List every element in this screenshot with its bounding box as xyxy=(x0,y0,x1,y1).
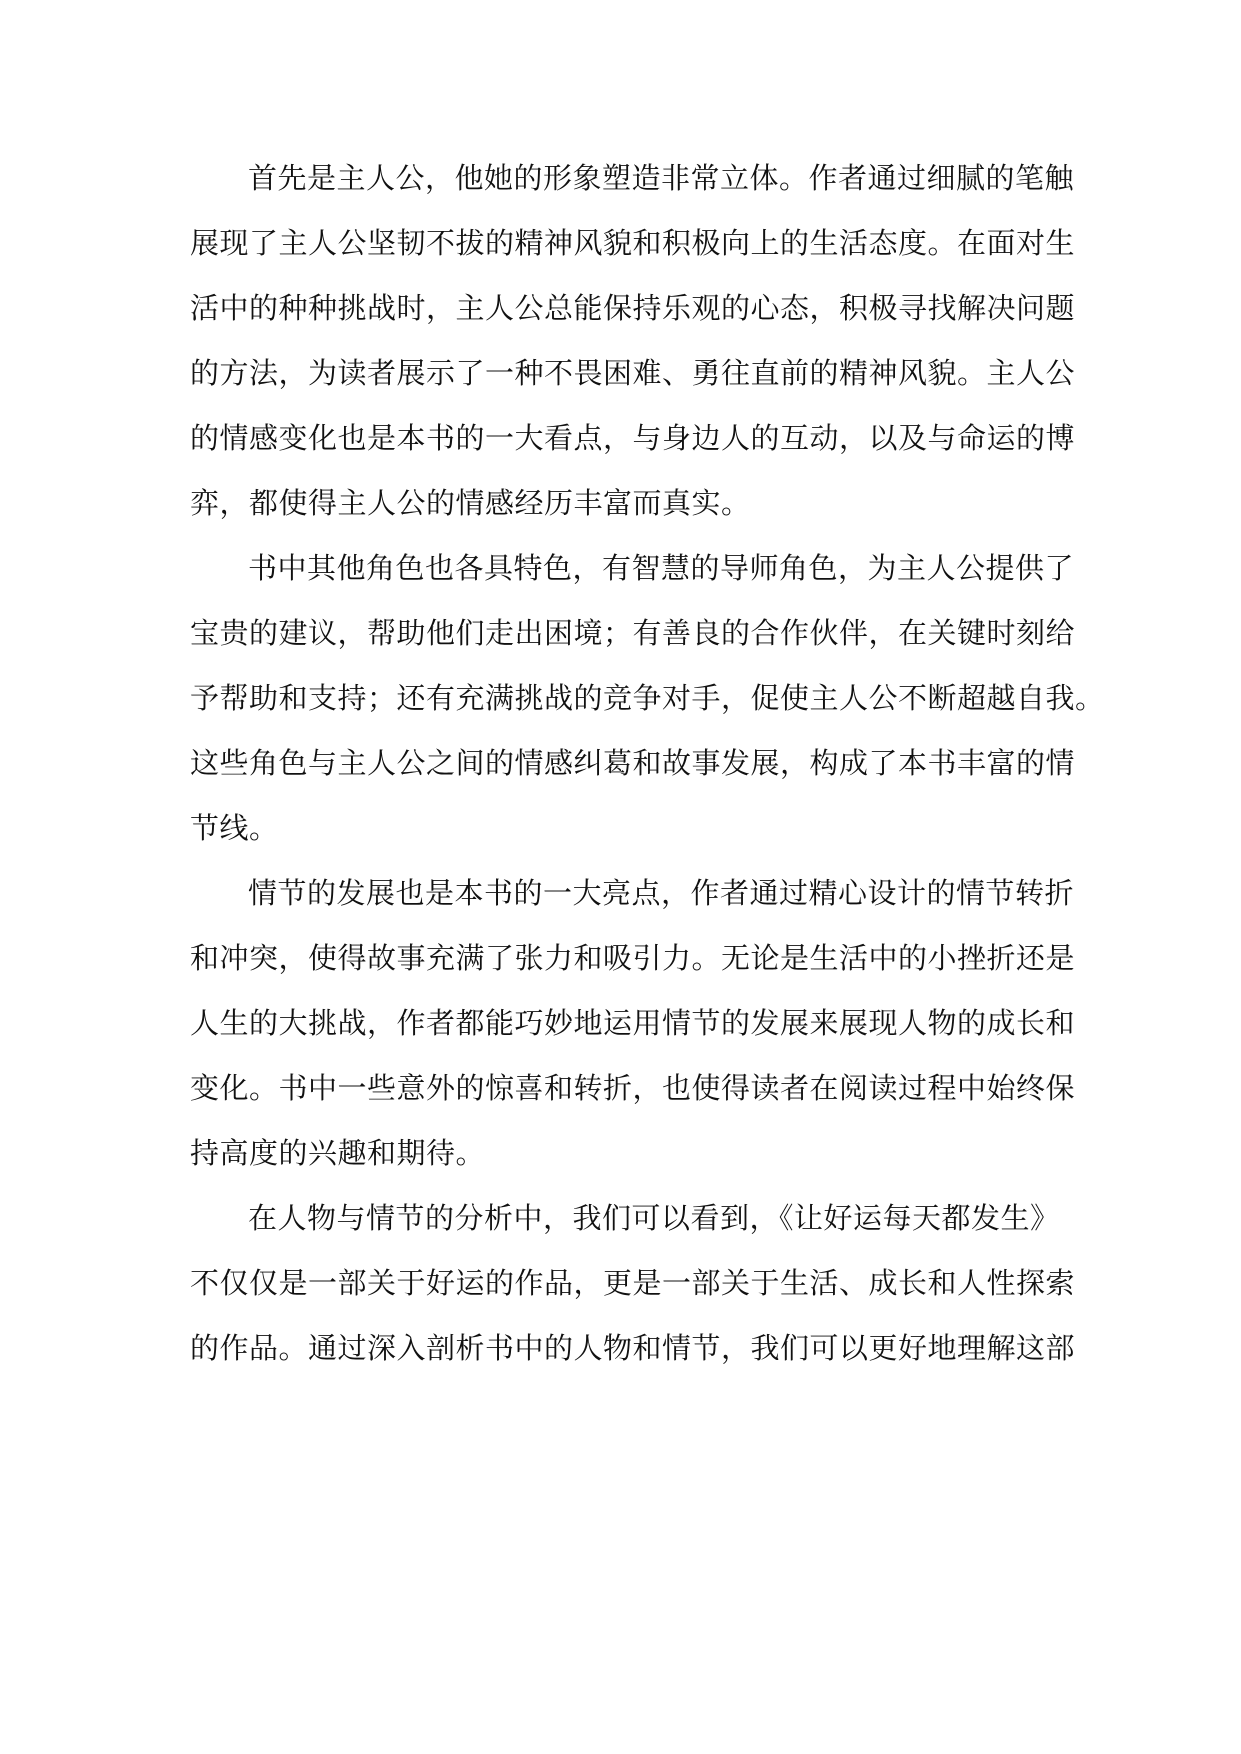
text-line: 展现了主人公坚韧不拔的精神风貌和积极向上的生活态度。在面对生 xyxy=(190,226,1076,260)
text-line: 持高度的兴趣和期待。 xyxy=(190,1136,486,1170)
text-line: 情节的发展也是本书的一大亮点，作者通过精心设计的情节转折 xyxy=(248,876,1075,910)
text-line: 弈，都使得主人公的情感经历丰富而真实。 xyxy=(190,486,751,520)
paragraph-analysis xyxy=(190,1186,1076,1381)
text-line: 的方法，为读者展示了一种不畏困难、勇往直前的精神风貌。主人公 xyxy=(190,356,1076,390)
paragraph-other-characters xyxy=(190,536,1105,861)
body-text xyxy=(190,146,1105,1381)
paragraph-main-character xyxy=(190,146,1076,536)
text-line: 这些角色与主人公之间的情感纠葛和故事发展，构成了本书丰富的情 xyxy=(190,746,1076,780)
text-line: 在人物与情节的分析中，我们可以看到，《让好运每天都发生》 xyxy=(248,1201,1060,1235)
text-line: 的情感变化也是本书的一大看点，与身边人的互动，以及与命运的博 xyxy=(190,421,1076,455)
text-line: 人生的大挑战，作者都能巧妙地运用情节的发展来展现人物的成长和 xyxy=(190,1006,1076,1040)
text-line: 节线。 xyxy=(190,811,279,845)
text-line: 予帮助和支持；还有充满挑战的竞争对手，促使主人公不断超越自我。 xyxy=(190,681,1105,715)
text-line: 书中其他角色也各具特色，有智慧的导师角色，为主人公提供了 xyxy=(248,551,1075,585)
text-line: 和冲突，使得故事充满了张力和吸引力。无论是生活中的小挫折还是 xyxy=(190,941,1076,975)
text-line: 不仅仅是一部关于好运的作品，更是一部关于生活、成长和人性探索 xyxy=(190,1266,1076,1300)
text-line: 首先是主人公，他她的形象塑造非常立体。作者通过细腻的笔触 xyxy=(248,161,1075,195)
paragraph-plot xyxy=(190,861,1076,1186)
text-line: 宝贵的建议，帮助他们走出困境；有善良的合作伙伴，在关键时刻给 xyxy=(190,616,1076,650)
text-line: 活中的种种挑战时，主人公总能保持乐观的心态，积极寻找解决问题 xyxy=(190,291,1076,325)
text-line: 变化。书中一些意外的惊喜和转折，也使得读者在阅读过程中始终保 xyxy=(190,1071,1076,1105)
text-line: 的作品。通过深入剖析书中的人物和情节，我们可以更好地理解这部 xyxy=(190,1331,1076,1365)
